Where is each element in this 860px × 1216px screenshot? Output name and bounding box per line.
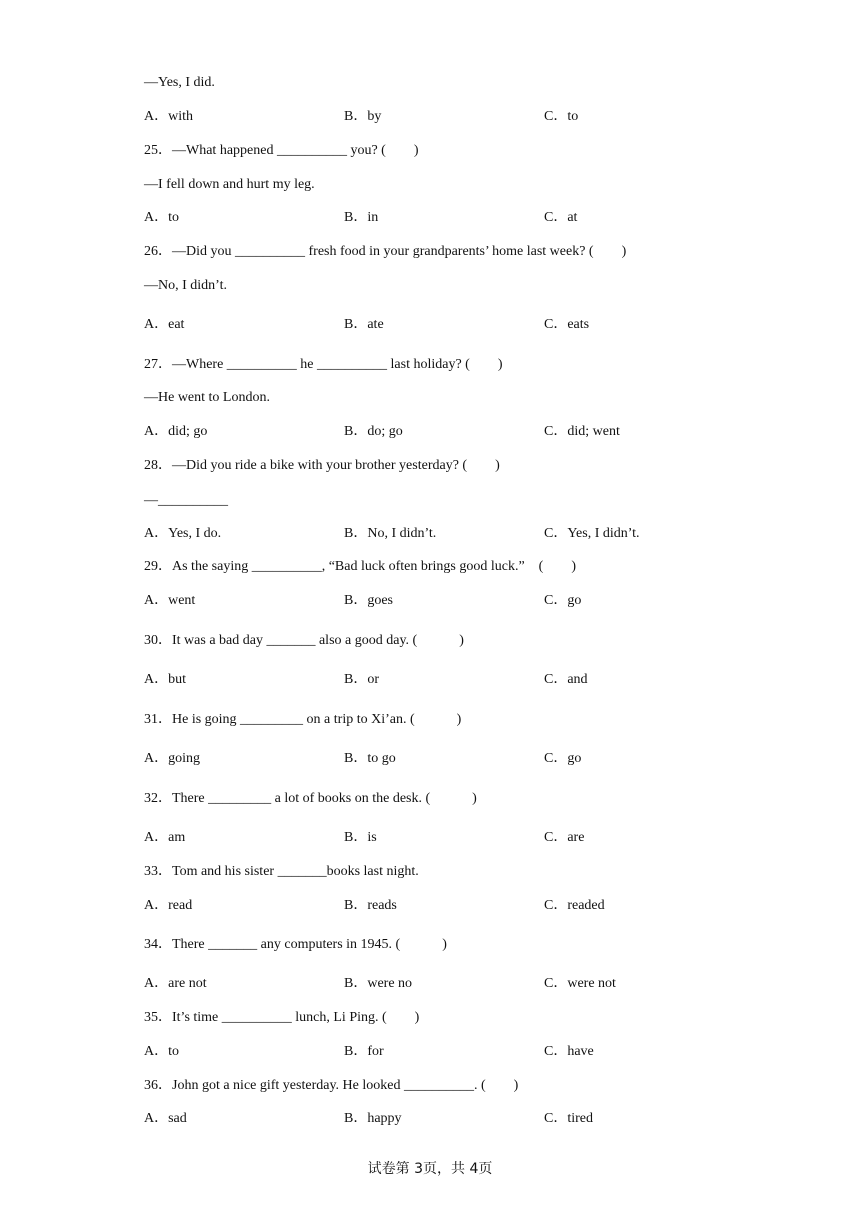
option-b: B．or [344, 672, 379, 687]
question-34: 34．There _______ any computers in 1945. ( ) [144, 937, 447, 952]
options-34 [144, 975, 744, 993]
answer-line-28: —__________ [144, 493, 228, 508]
option-c: C．eats [544, 317, 590, 332]
option-c: C．go [544, 593, 582, 608]
option-c: C．did; went [544, 424, 620, 439]
option-c: C．at [544, 210, 578, 225]
options-33 [144, 897, 744, 915]
options-32 [144, 829, 744, 847]
option-b: B．to go [344, 751, 396, 766]
option-c: C．to [544, 109, 579, 124]
question-32: 32．There _________ a lot of books on the desk. ( ) [144, 791, 477, 806]
options-24 [144, 108, 744, 126]
option-a: A．to [144, 210, 179, 225]
option-a: A．went [144, 593, 196, 608]
options-29 [144, 592, 744, 610]
question-28: 28．—Did you ride a bike with your brother yesterday? ( ) [144, 458, 500, 473]
question-26: 26．—Did you __________ fresh food in your grandparents’ home last week? ( ) [144, 244, 627, 259]
option-b: B．by [344, 109, 382, 124]
option-c: C．were not [544, 976, 616, 991]
option-a: A．Yes, I do. [144, 526, 222, 541]
option-b: B．in [344, 210, 379, 225]
option-c: C．readed [544, 898, 605, 913]
options-31 [144, 750, 744, 768]
answer-line-26: —No, I didn’t. [144, 278, 227, 293]
question-36: 36．John got a nice gift yesterday. He looked __________. ( ) [144, 1078, 519, 1093]
question-27: 27．—Where __________ he __________ last holiday? ( ) [144, 357, 503, 372]
option-b: B．goes [344, 593, 393, 608]
option-a: A．did; go [144, 424, 208, 439]
question-30: 30．It was a bad day _______ also a good day. ( ) [144, 633, 464, 648]
option-c: C．have [544, 1044, 594, 1059]
answer-line-27: —He went to London. [144, 390, 270, 405]
option-b: B．No, I didn’t. [344, 526, 437, 541]
option-b: B．were no [344, 976, 413, 991]
option-a: A．but [144, 672, 186, 687]
question-35: 35．It’s time __________ lunch, Li Ping. ( ) [144, 1010, 420, 1025]
option-c: C．are [544, 830, 585, 845]
option-c: C．Yes, I didn’t. [544, 526, 640, 541]
option-a: A．with [144, 109, 193, 124]
option-b: B．do; go [344, 424, 403, 439]
options-36 [144, 1110, 744, 1128]
option-c: C．and [544, 672, 588, 687]
options-26 [144, 316, 744, 334]
option-a: A．read [144, 898, 193, 913]
options-27 [144, 423, 744, 441]
answer-line-25: —I fell down and hurt my leg. [144, 177, 315, 192]
page-footer: 试卷第 3页，共 4页 [367, 1161, 493, 1177]
options-35 [144, 1043, 744, 1061]
option-b: B．happy [344, 1111, 402, 1126]
option-a: A．am [144, 830, 186, 845]
option-c: C．go [544, 751, 582, 766]
question-31: 31．He is going _________ on a trip to Xi’an. ( ) [144, 712, 462, 727]
option-a: A．to [144, 1044, 179, 1059]
option-b: B．is [344, 830, 377, 845]
options-25 [144, 209, 744, 227]
options-30 [144, 671, 744, 689]
option-a: A．are not [144, 976, 207, 991]
answer-line-24: —Yes, I did. [144, 75, 215, 90]
option-b: B．ate [344, 317, 384, 332]
option-c: C．tired [544, 1111, 593, 1126]
option-a: A．eat [144, 317, 185, 332]
option-a: A．going [144, 751, 200, 766]
option-b: B．for [344, 1044, 384, 1059]
option-a: A．sad [144, 1111, 187, 1126]
question-33: 33．Tom and his sister _______books last night. [144, 864, 419, 879]
options-28 [144, 525, 744, 543]
question-25: 25．—What happened __________ you? ( ) [144, 143, 419, 158]
option-b: B．reads [344, 898, 397, 913]
question-29: 29．As the saying __________, “Bad luck often brings good luck.” ( ) [144, 559, 576, 574]
